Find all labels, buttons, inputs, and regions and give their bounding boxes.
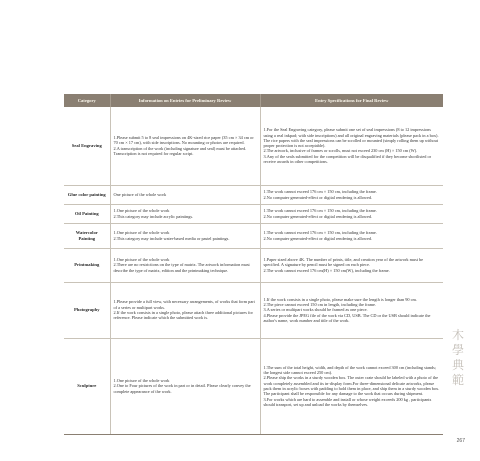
table-row — [64, 204, 443, 223]
list-item: 3.A series or multipart works should be framed as one piece. — [263, 307, 368, 313]
final-cell — [260, 338, 443, 434]
preliminary-cell — [110, 223, 260, 248]
list-item: 3.For works which are hard to assemble and install or whose weight exceeds 200 kg , participants should transport, set up and unload the works by themselves. — [263, 396, 432, 407]
list-item: 3.Any of the seals submitted for the competition will be disqualified if they become shortlisted or receive awards in other competitions. — [263, 153, 432, 164]
list-item: 2.If the work consists in a single photo, please attach three additional pictures for reference. Please indicate which the submitted work is. — [113, 310, 253, 321]
list-item: 2.This category may include acrylic paintings. — [113, 213, 194, 219]
table-row — [64, 338, 443, 434]
header-category: Category — [64, 94, 110, 107]
category-cell: Printmaking — [64, 248, 110, 282]
category-cell: Sculpture — [64, 338, 110, 434]
list-item: 1.Please provide a full view, with necessary arrangements, of works that form part of a series or multipart works. — [113, 299, 255, 310]
list-item: 1.One picture of the whole work — [113, 208, 170, 214]
preliminary-cell — [110, 282, 260, 338]
list-item: 2.One to Four pictures of the work in part or in detail. Please clearly convey the complete appearance of the work. — [113, 383, 251, 394]
final-cell — [260, 185, 443, 204]
list-item: 1.One picture of the whole work — [113, 378, 170, 384]
entry-requirements-table — [64, 94, 443, 435]
category-cell: Watercolor Painting — [64, 223, 110, 248]
preliminary-cell — [110, 204, 260, 223]
preliminary-cell — [110, 185, 260, 204]
list-item: 2.No computer generated-effect or digital rendering is allowed. — [263, 235, 373, 241]
preliminary-cell — [110, 248, 260, 282]
list-item: 1.One picture of the whole work — [113, 230, 170, 236]
list-item: 1.For the Seal Engraving category, please submit one set of seal impressions (8 to 12 impressions using a real inkpad; with side inscriptions) and all original engraving materials (please pack in a box). The rice papers with the seal impressions can be scrolled or mounted (simply rolling them up without proper protection is not acceptable). — [263, 127, 439, 149]
list-item: 1.The work cannot exceed 176 cm × 150 cm, including the frame. — [263, 230, 377, 236]
list-item: 2.The piece cannot exceed 150 cm in length, including the frame. — [263, 302, 377, 308]
table-header-row — [64, 94, 443, 107]
final-cell — [260, 223, 443, 248]
category-cell: Oil Painting — [64, 204, 110, 223]
table-row — [64, 107, 443, 185]
header-final: Entry Specifications for Final Review — [260, 94, 443, 107]
final-cell — [260, 204, 443, 223]
final-cell — [260, 248, 443, 282]
decorative-calligraphy-stamp: 木學典範 — [451, 328, 464, 387]
list-item: 1.The work cannot exceed 176 cm × 150 cm, including the frame. — [263, 208, 377, 214]
list-item: 1.The sum of the total height, width, and depth of the work cannot exceed 300 cm (including stands; the longest side cannot exceed 250 cm). — [263, 364, 437, 376]
list-item: 2.The artwork, inclusive of frames or scrolls, must not exceed 230 cm (H) × 150 cm (W). — [263, 148, 418, 154]
preliminary-cell — [110, 107, 260, 185]
category-cell: Photography — [64, 282, 110, 338]
list-item: 1.Please submit 5 to 8 seal impressions on 4K-sized rice paper (35 cm × 34 cm or 70 cm × 17 cm), with side inscriptions. No mounting or photos are required. — [113, 135, 254, 146]
list-item: 4.Please provide the JPEG file of the work via CD, USB. The CD or the USB should indicate the author's name, work number and title of the work. — [263, 312, 431, 323]
list-item: 1.Paper sized above 4K. The number of prints, title, and creation year of the artwork must be specified. A signature by pencil must be signed on each piece. — [263, 257, 424, 268]
page-number: 267 — [456, 438, 465, 444]
category-cell: Glue color painting — [64, 185, 110, 204]
list-item: One picture of the whole work — [113, 191, 167, 197]
list-item: 2.This category may include water-based media or pastel paintings. — [113, 235, 230, 241]
list-item: 2.Please ship the works in a sturdy wooden box. The outer crate should be labeled with a photo of the work completely assembled and its in-display form.For three-dimensional delicate artworks, please pack them in acrylic boxes with padding to hold them in place, and ship them in a sturdy wooden box. The participant shall be responsible for any damage to the work that occurs during shipment. — [263, 375, 440, 397]
header-preliminary: Information on Entries for Preliminary Review — [110, 94, 260, 107]
final-cell — [260, 282, 443, 338]
table-row — [64, 223, 443, 248]
list-item: 2.There are no restrictions on the type of matrix. The artwork information must describe the type of matrix, edition and the printmaking technique. — [113, 262, 250, 273]
list-item: 2.A transcription of the work (including signature and seal) must be attached. Transcription is not required for regular script. — [113, 145, 247, 157]
list-item: 1.One picture of the whole work — [113, 257, 170, 263]
list-item: 1.If the work consists in a single photo, please make sure the length is longer than 90 cm. — [263, 296, 417, 302]
list-item: 2.The work cannot exceed 176 cm(H) × 150 cm(W), including the frame. — [263, 267, 390, 273]
category-cell: Seal Engraving — [64, 107, 110, 185]
final-cell — [260, 107, 443, 185]
list-item: 1.The work cannot exceed 176 cm × 150 cm, including the frame. — [263, 189, 377, 195]
list-item: 2.No computer generated-effect or digital rendering is allowed. — [263, 194, 373, 200]
table-row — [64, 248, 443, 282]
preliminary-cell — [110, 338, 260, 434]
table-row — [64, 185, 443, 204]
table-row — [64, 282, 443, 338]
list-item: 2.No computer generated-effect or digital rendering is allowed. — [263, 213, 373, 219]
